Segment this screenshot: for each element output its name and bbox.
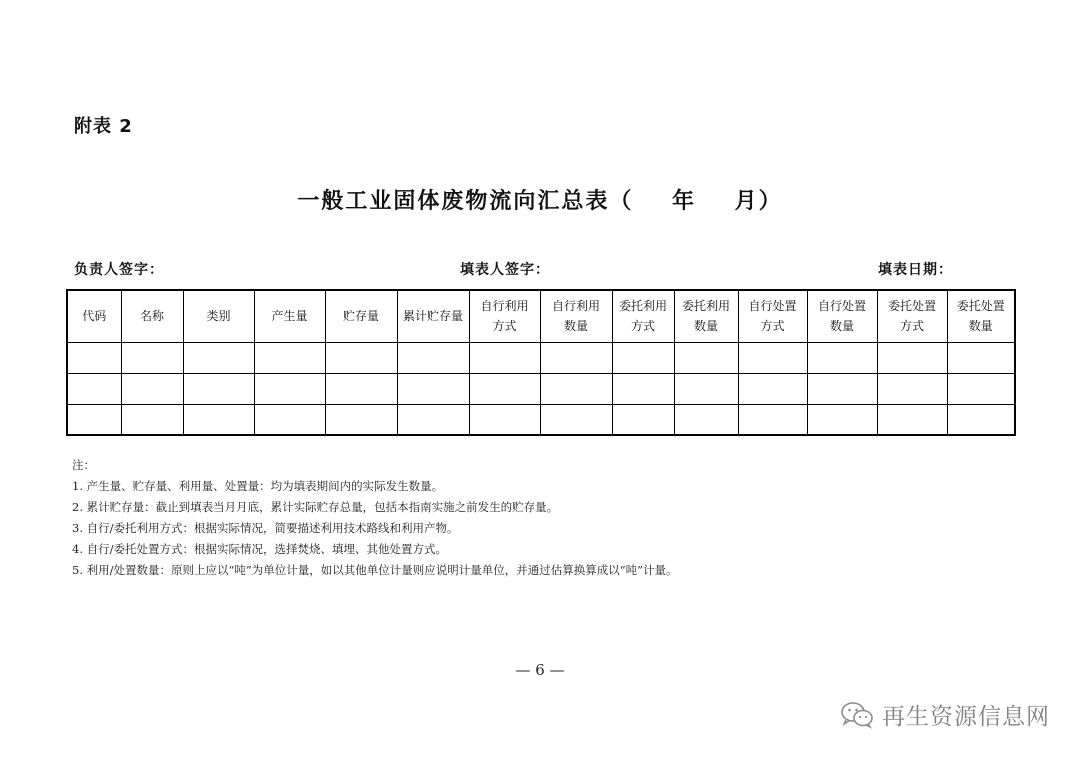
table-cell[interactable] (121, 373, 183, 404)
notes-heading: 注： (72, 458, 95, 472)
waste-flow-summary-table (66, 289, 1016, 436)
table-cell[interactable] (67, 373, 121, 404)
table-header-row (67, 290, 1015, 342)
page-number: — 6 — (515, 661, 565, 679)
fill-date-label: 填表日期： (878, 262, 953, 278)
table-cell[interactable] (469, 404, 540, 435)
table-cell[interactable] (947, 342, 1015, 373)
table-cell[interactable] (877, 373, 947, 404)
table-cell[interactable] (469, 373, 540, 404)
table-cell[interactable] (540, 373, 612, 404)
table-cell[interactable] (807, 342, 877, 373)
table-cell[interactable] (121, 342, 183, 373)
table-cell[interactable] (469, 342, 540, 373)
table-cell[interactable] (121, 404, 183, 435)
table-cell[interactable] (397, 342, 469, 373)
table-cell[interactable] (540, 342, 612, 373)
note-item-1: 1. 产生量、贮存量、利用量、处置量：均为填表期间内的实际发生数量。 (72, 479, 444, 493)
table-cell[interactable] (254, 342, 325, 373)
table-cell[interactable] (67, 404, 121, 435)
header-cumulative-stored: 累计贮存量 (397, 290, 469, 342)
table-row (67, 342, 1015, 373)
table-cell[interactable] (397, 373, 469, 404)
note-item-4: 4. 自行/委托处置方式：根据实际情况，选择焚烧、填埋、其他处置方式。 (72, 542, 447, 556)
table-cell[interactable] (612, 342, 674, 373)
table-cell[interactable] (397, 404, 469, 435)
table-cell[interactable] (183, 404, 254, 435)
notes-section (72, 455, 678, 581)
appendix-label: 附表 2 (74, 116, 133, 137)
table-cell[interactable] (254, 404, 325, 435)
filler-signature-label: 填表人签字： (460, 262, 550, 278)
header-self-use-method: 自行利用 方式 (469, 290, 540, 342)
table-cell[interactable] (877, 404, 947, 435)
header-name: 名称 (121, 290, 183, 342)
note-item-2: 2. 累计贮存量：截止到填表当月月底，累计实际贮存总量，包括本指南实施之前发生的贮存量。 (72, 500, 559, 514)
table-cell[interactable] (674, 404, 738, 435)
table-cell[interactable] (947, 404, 1015, 435)
table-cell[interactable] (947, 373, 1015, 404)
header-entrusted-disposal-quantity: 委托处置 数量 (947, 290, 1015, 342)
table-cell[interactable] (254, 373, 325, 404)
header-entrusted-disposal-method: 委托处置 方式 (877, 290, 947, 342)
table-cell[interactable] (325, 404, 397, 435)
table-row (67, 373, 1015, 404)
header-code: 代码 (67, 290, 121, 342)
watermark (840, 698, 1050, 731)
table-cell[interactable] (807, 404, 877, 435)
table-cell[interactable] (612, 404, 674, 435)
table-cell[interactable] (325, 373, 397, 404)
wechat-icon (840, 701, 874, 729)
note-item-3: 3. 自行/委托利用方式：根据实际情况，简要描述利用技术路线和利用产物。 (72, 521, 459, 535)
header-self-disposal-method: 自行处置 方式 (738, 290, 807, 342)
watermark-text: 再生资源信息网 (882, 704, 1050, 730)
leader-signature-label: 负责人签字： (74, 262, 164, 278)
table-cell[interactable] (738, 373, 807, 404)
header-generated-amount: 产生量 (254, 290, 325, 342)
header-entrusted-use-quantity: 委托利用 数量 (674, 290, 738, 342)
header-self-use-quantity: 自行利用 数量 (540, 290, 612, 342)
table-cell[interactable] (183, 342, 254, 373)
header-category: 类别 (183, 290, 254, 342)
table-cell[interactable] (183, 373, 254, 404)
table-cell[interactable] (612, 373, 674, 404)
table-cell[interactable] (877, 342, 947, 373)
table-cell[interactable] (540, 404, 612, 435)
table-cell[interactable] (807, 373, 877, 404)
table-cell[interactable] (325, 342, 397, 373)
table-row (67, 404, 1015, 435)
table-cell[interactable] (67, 342, 121, 373)
header-stored-amount: 贮存量 (325, 290, 397, 342)
header-entrusted-use-method: 委托利用 方式 (612, 290, 674, 342)
table-cell[interactable] (674, 373, 738, 404)
table-cell[interactable] (738, 342, 807, 373)
note-item-5: 5. 利用/处置数量：原则上应以“吨”为单位计量，如以其他单位计量则应说明计量单位，并通过估算换算成以“吨”计量。 (72, 563, 678, 577)
header-self-disposal-quantity: 自行处置 数量 (807, 290, 877, 342)
table-cell[interactable] (674, 342, 738, 373)
document-title: 一般工业固体废物流向汇总表（ 年 月） (297, 189, 783, 214)
table-cell[interactable] (738, 404, 807, 435)
